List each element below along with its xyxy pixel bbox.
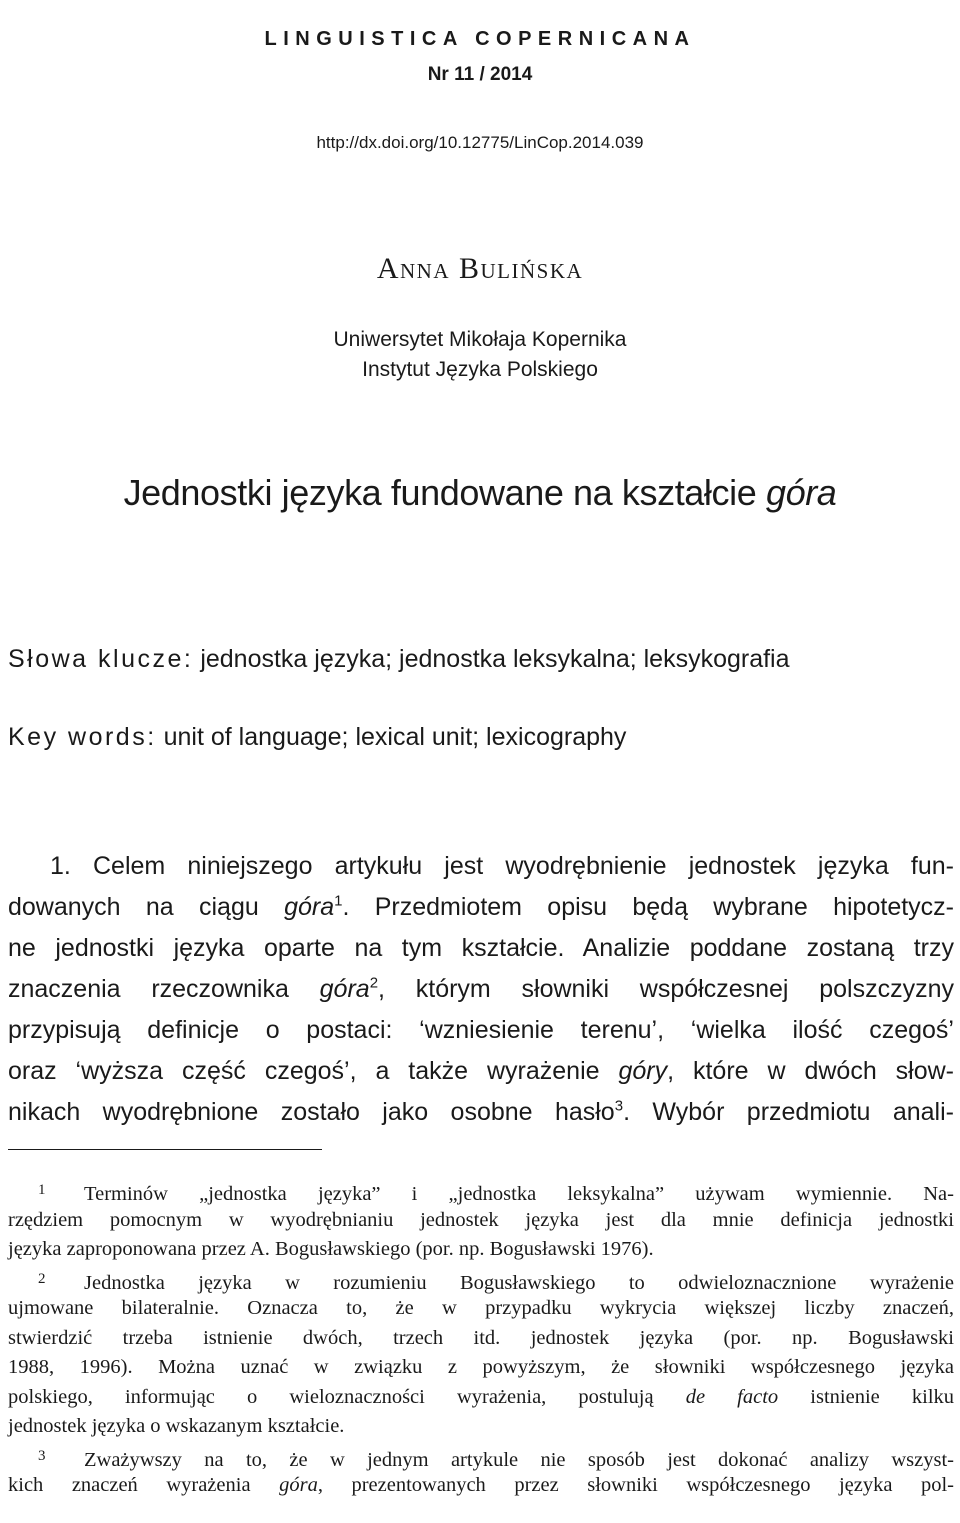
footnote-1-line: języka zaproponowana przez A. Bogusławskiego (por. np. Bogusławski 1976). [8, 1238, 654, 1260]
body-line: 1. Celem niniejszego artykułu jest wyodrębnienie jednostek języka fun- [50, 852, 954, 880]
doi-link[interactable]: http://dx.doi.org/10.12775/LinCop.2014.039 [316, 133, 644, 152]
keywords-polish-label: Słowa klucze: [8, 645, 194, 673]
footnote-3-line: kich znaczeń wyrażenia góra, prezentowanych przez słowniki współczesnego języka pol- [8, 1474, 955, 1496]
footnote-separator [8, 1149, 322, 1150]
footnote-number-2: 2 [38, 1270, 46, 1287]
journal-name: LINGUISTICA COPERNICANA [264, 28, 696, 50]
footnote-number-3: 3 [38, 1447, 46, 1464]
body-line: nikach wyodrębnione zostało jako osobne hasło$^3$. Wybór przedmiotu anali- [8, 1097, 954, 1126]
footnote-2-line: stwierdzić trzeba istnienie dwóch, trzech itd. jednostek języka (por. np. Bogusławski [8, 1326, 954, 1349]
title-text: Jednostki języka fundowane na kształcie [123, 472, 757, 513]
keywords-english [8, 723, 626, 752]
keywords-english-value: unit of language; lexical unit; lexicography [163, 723, 627, 751]
footnote-number-1: 1 [38, 1182, 46, 1198]
keywords-polish-value: jednostka języka; jednostka leksykalna; leksykografia [200, 645, 790, 673]
footnote-3-line: 3 Zważywszy na to, że w jednym artykule nie sposób jest dokonać analizy wszyst- [8, 1442, 954, 1472]
body-line: ne jednostki języka oparte na tym kształcie. Analizie poddane zostaną trzy [8, 934, 954, 962]
footnotes [8, 1176, 954, 1501]
article-title [0, 472, 960, 514]
body-line: oraz ‘wyższa część czegoś’, a także wyrażenie góry, które w dwóch słow- [8, 1057, 954, 1085]
body-paragraph [8, 846, 954, 1133]
keywords-polish [8, 645, 790, 674]
keywords-english-label: Key words: [8, 723, 157, 751]
affiliation-university: Uniwersytet Mikołaja Kopernika [333, 328, 627, 351]
body-line: znaczenia rzeczownika góra$^2$, którym słowniki współczesnej polszczyzny [8, 974, 954, 1003]
affiliation-institute: Instytut Języka Polskiego [362, 358, 598, 381]
footnote-2-line: 2 Jednostka języka w rozumieniu Bogusławskiego to odwieloznacznione wyrażenie [8, 1265, 954, 1295]
issue-number: Nr 11 / 2014 [427, 64, 533, 85]
body-line: dowanych na ciągu góra$^1$. Przedmiotem opisu będą wybrane hipotetycz- [8, 892, 954, 921]
title-italic-word: góra [765, 472, 837, 513]
footnote-ref-3[interactable]: 3 [614, 1097, 624, 1115]
footnote-2-line: ujmowane bilateralnie. Oznacza to, że w przypadku wykrycia większej liczby znaczeń, [8, 1297, 954, 1319]
footnote-1-line: rzędziem pomocnym w wyodrębnianiu jednostek języka jest dla mnie definicja jednostki [8, 1208, 954, 1231]
body-line: przypisują definicje o postaci: ‘wzniesienie terenu’, ‘wielka ilość czegoś’ [8, 1016, 954, 1044]
footnote-2-line: 1988, 1996). Można uznać w związku z powyższym, że słowniki współczesnego języka [8, 1356, 954, 1378]
footnote-1-line: 1 Terminów „jednostka języka” i „jednostka leksykalna” używam wymiennie. Na- [8, 1176, 954, 1206]
footnote-ref-1[interactable]: 1 [334, 892, 343, 910]
author-name: Anna Bulińska [376, 252, 584, 285]
footnote-2-line: polskiego, informując o wieloznaczności wyrażenia, postulują de facto istnienie kilku [8, 1385, 955, 1408]
footnote-2-line: jednostek języka o wskazanym kształcie. [8, 1415, 345, 1437]
footnote-ref-2[interactable]: 2 [369, 974, 379, 992]
